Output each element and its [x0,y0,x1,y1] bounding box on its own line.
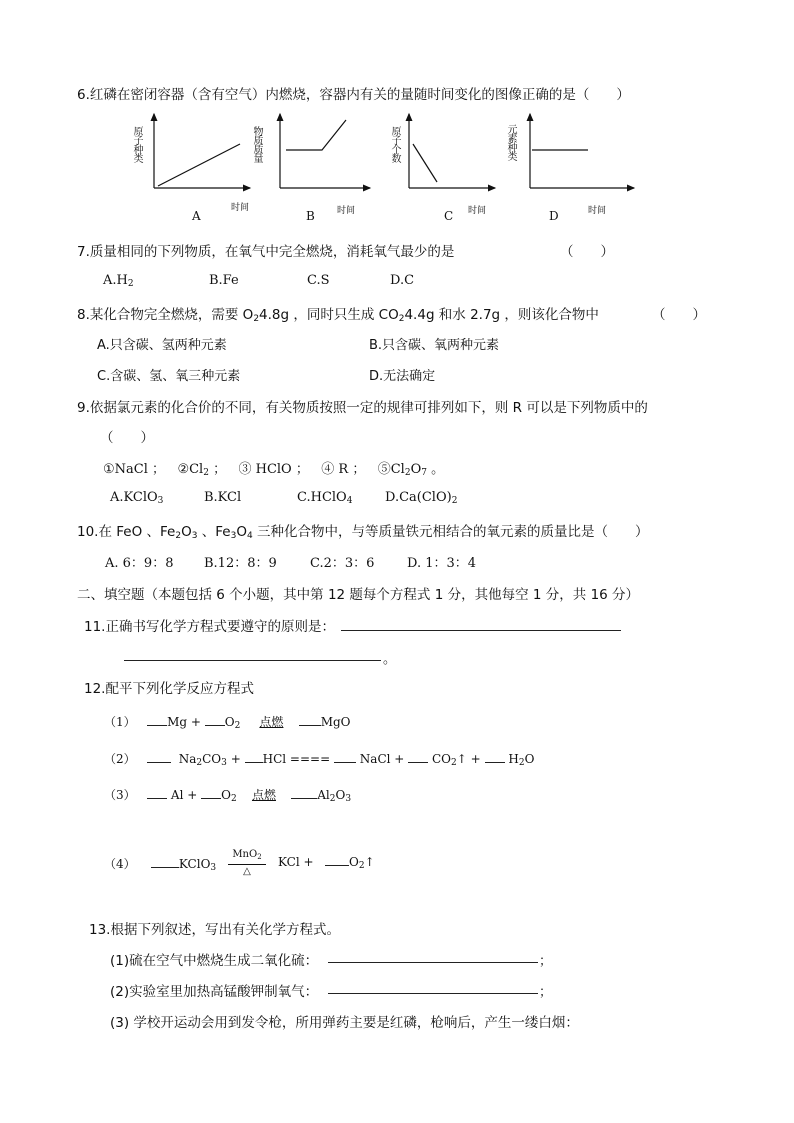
q8-paren: （ ） [652,307,706,323]
q6-text: 6.红磷在密闭容器（含有空气）内燃烧，容器内有关的量随时间变化的图像正确的是（ ） [77,87,630,103]
q12-equation-2: （2） $Na_2CO_3$ + HCl ==== NaCl + $CO_2↑ + H_2O$ [104,752,535,768]
q12-e1-condition: 点燃 [259,715,284,729]
q10-option-d: D. 1：3：4 [407,556,477,571]
q12-e2-blank-4[interactable] [408,761,428,763]
q12-equation-4-products: KCl + $O_2↑$ [278,855,375,871]
q12-e1-blank-3[interactable] [299,724,321,726]
q12-e3-condition: 点燃 [251,788,276,802]
graph-c-letter: C [444,209,454,223]
q7-option-b: B.Fe [209,273,239,288]
graph-c-line [413,144,437,182]
q13-item-1: (1)硫在空气中燃烧生成二氧化硫： [110,953,319,969]
q7-option-c: C.S [307,273,330,288]
q12-e4-blank-2[interactable] [325,864,349,866]
graph-a-letter: A [192,209,201,223]
q9-s1: ①NaCl ； [103,462,166,477]
q13-item-2-semi: ； [539,985,553,1000]
q10-option-b: B.12：8：9 [204,556,277,571]
q13-title: 13.根据下列叙述，写出有关化学方程式。 [89,922,340,938]
q12-equation-3: （3） $Al + O_2$ 点燃 $Al_2O_3$ [104,788,352,804]
q13-item-1-answer[interactable] [328,961,538,963]
q12-e2-blank-1[interactable] [147,761,171,763]
q10-option-c: C.2：3：6 [310,556,375,571]
graph-d-letter: D [549,209,559,223]
graph-c-axes [395,108,505,198]
q10-text: 10.在 FeO 、$Fe_2O_3$ 、$Fe_3O_4$ 三种化合物中，与等质量铁元相结合的氧元素的质量比是（ ） [77,524,649,541]
q8-option-c: C.含碳、氢、氧三种元素 [97,369,241,384]
q9-s5: $⑤Cl_2O_7$ 。 [377,462,445,478]
q8-option-a: A.只含碳、氢两种元素 [97,338,227,353]
graph-b-letter: B [306,209,315,223]
q8-option-b: B.只含碳、氧两种元素 [369,338,500,353]
q9-option-d: $D.Ca(ClO)_2$ [385,490,458,506]
q7-paren: （ ） [560,244,614,260]
q12-e4-blank-1[interactable] [151,866,179,868]
graph-b-line [286,120,346,150]
q9-text: 9.依据氯元素的化合价的不同，有关物质按照一定的规律可排列如下，则 R 可以是下列物质中的 [77,400,648,416]
q11-answer-line-1[interactable] [341,629,621,631]
q13-item-2: (2)实验室里加热高锰酸钾制氧气： [110,984,319,1000]
q12-e2-blank-3[interactable] [334,761,356,763]
q11-end: 。 [383,652,397,667]
q12-e2-blank-5[interactable] [485,761,505,763]
q9-s4: ④ R ； [321,462,366,477]
q10-option-a: A. 6：9：8 [105,556,174,571]
q13-item-2-answer[interactable] [328,992,538,994]
q8-option-d: D.无法确定 [369,369,436,384]
q9-option-c: C.HClO$_4$ [297,490,353,506]
q13-item-3: (3) 学校开运动会用到发令枪，所用弹药主要是红磷，枪响后，产生一缕白烟： [110,1015,579,1031]
q12-e3-blank-1[interactable] [147,797,167,799]
q12-equation-1: （1） $Mg + O_2$ 点燃 MgO [104,715,351,731]
q13-item-1-semi: ； [539,954,553,969]
q9-sequence [103,458,444,478]
graph-a-line [158,144,240,186]
q12-e3-blank-2[interactable] [201,797,221,799]
graph-b-axes [266,108,386,198]
graph-a-ylabel: 原子种类 [131,126,142,162]
graph-a-axes [140,108,260,198]
q12-e4-condition: MnO$_2$ △ [228,848,266,878]
q9-option-b: B.KCl [204,490,242,505]
q12-e1-blank-1[interactable] [147,724,167,726]
q12-title: 12.配平下列化学反应方程式 [84,681,254,697]
graph-c-ylabel: 原子个数 [389,126,400,162]
q8-text: 8.某化合物完全燃烧，需要 $O_24.8g$ ，同时只生成 $CO_24.4g$ 和水 2.7g ，则该化合物中 [77,307,599,324]
q9-s3: ③ HClO ； [238,462,309,477]
graph-b-xlabel: 时间 [337,206,356,216]
q11-answer-line-2[interactable] [124,659,381,661]
q12-e2-blank-2[interactable] [245,761,263,763]
q9-paren: （ ） [100,430,154,446]
section-2-heading: 二、填空题（本题包括 6 个小题，其中第 12 题每个方程式 1 分，其他每空 1 分，共 16 分） [77,587,640,603]
q11-text: 11.正确书写化学方程式要遵守的原则是： [84,619,335,635]
q7-option-a: $A.H_2$ [103,273,134,289]
q12-equation-4: （4） KClO$_3$ [104,857,217,873]
graph-d-axes [516,108,640,198]
q7-text: 7.质量相同的下列物质，在氧气中完全燃烧，消耗氧气最少的是 [77,244,455,260]
q12-e1-blank-2[interactable] [205,724,225,726]
q7-option-d: D.C [390,273,415,288]
graph-c-xlabel: 时间 [468,206,487,216]
graph-d-ylabel: 元素种类 [505,124,516,160]
q9-option-a: A.KClO$_3$ [110,490,164,506]
q9-s2: $②Cl_2$ ； [177,462,227,478]
q12-e3-blank-3[interactable] [291,797,317,799]
graph-b-ylabel: 物质质量 [251,126,262,162]
graph-d-xlabel: 时间 [588,206,607,216]
graph-a-xlabel: 时间 [231,203,250,213]
